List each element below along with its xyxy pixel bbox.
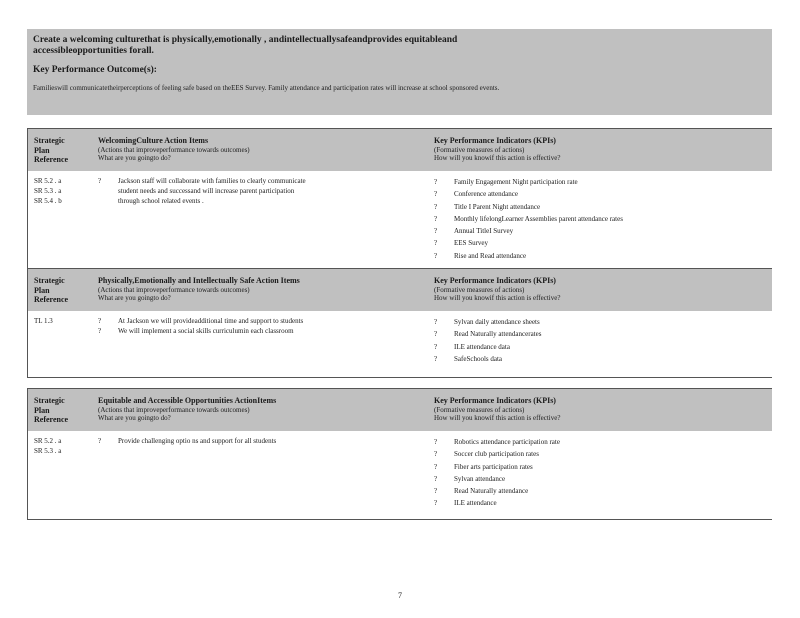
kpi-item [434,436,766,448]
bullet-marker: ? [434,214,438,223]
action-list [98,436,434,519]
action-question: What are you goingto do? [98,414,171,422]
kpi-question: How will you knowif this action is effective? [434,154,561,162]
kpi-item [434,201,766,213]
ref-item: SR 5.4 . b [34,197,62,205]
bullet-marker: ? [98,317,102,325]
kpi-text: ILE attendance data [454,342,510,351]
kpi-text: Sylvan daily attendance sheets [454,318,540,326]
action-subtitle: (Actions that improveperformance towards outcomes) [98,145,250,154]
action-title: Physically,Emotionally and Intellectually Safe Action Items [98,276,300,285]
kpi-heading [434,136,766,171]
goal-title [33,35,766,57]
kpi-item [434,188,766,200]
action-item [98,326,434,336]
ref-label-line: Plan [34,285,50,295]
kpi-subtitle: (Formative measures of actions) [434,285,525,294]
page-number: 7 [398,591,402,600]
kpi-item [434,328,766,340]
kpi-item [434,353,766,365]
section-equitable-opportunities [27,388,772,520]
kpi-heading [434,396,766,431]
action-title: WelcomingCulture Action Items [98,136,209,145]
bullet-marker: ? [434,178,438,186]
ref-label [34,136,98,171]
section-body [28,171,772,268]
goal-title-line-1: Create a welcoming culturethat is physically,emotionally , andintellectuallysafeandprovides equitableand [33,35,458,45]
kpi-list [434,176,766,268]
kpi-text: Sylvan attendance [454,474,506,483]
kpi-item [434,341,766,353]
kpi-question: How will you knowif this action is effective? [434,414,561,422]
section-header [28,268,772,311]
section-body [28,431,772,519]
action-heading [98,276,434,311]
kpi-subtitle: (Formative measures of actions) [434,405,525,414]
action-line: We will implement a social skills curriculumin each classroom [118,327,294,335]
action-heading [98,396,434,431]
action-line: At Jackson we will provideadditional time and support to students [118,317,304,325]
outcome-text: Familieswill communicatetheirperceptions of feeling safe based on theEES Survey. Family attendance and participation rates will increase at school sponsored events. [33,84,500,92]
kpi-text: Family Engagement Night participation rate [454,178,578,186]
kpi-item [434,485,766,497]
ref-label [34,396,98,431]
document-page [27,29,772,520]
kpi-item [434,461,766,473]
action-item [98,176,434,206]
kpi-item [434,250,766,262]
kpi-subtitle: (Formative measures of actions) [434,145,525,154]
kpi-item [434,237,766,249]
kpi-text: Rise and Read attendance [454,251,527,260]
kpi-title: Key Performance Indicators (KPIs) [434,276,556,285]
bullet-marker: ? [434,342,438,351]
bullet-marker: ? [434,227,438,236]
bullet-marker: ? [434,190,438,199]
ref-item: SR 5.3 . a [34,447,62,455]
kpi-text: Read Naturally attendancerates [454,330,542,339]
action-list [98,176,434,268]
bullet-marker: ? [434,462,438,471]
action-question: What are you goingto do? [98,294,171,302]
section-header [28,128,772,171]
kpi-text: Title I Parent Night attendance [454,202,541,211]
kpi-text: Annual TitleI Survey [454,227,514,236]
kpo-heading: Key Performance Outcome(s): [33,65,157,75]
kpi-title: Key Performance Indicators (KPIs) [434,396,556,405]
kpi-text: Monthly lifelongLearner Assemblies parent attendance rates [454,214,623,223]
goal-title-line-2: accessibleopportunities forall. [33,46,154,56]
ref-item: SR 5.2 . a [34,177,62,185]
bullet-marker: ? [434,318,438,326]
section-header [28,388,772,431]
bullet-marker: ? [98,327,102,335]
bullet-marker: ? [98,177,102,185]
section-body [28,311,772,377]
bullet-marker: ? [434,330,438,339]
section-welcoming-culture [27,128,772,378]
ref-label-line: Strategic [34,396,65,405]
kpi-item [434,225,766,237]
bullet-marker: ? [434,474,438,483]
action-title: Equitable and Accessible Opportunities ActionItems [98,396,277,405]
action-question: What are you goingto do? [98,154,171,162]
kpi-item [434,448,766,460]
kpi-item [434,316,766,328]
ref-label-line: Reference [34,415,69,424]
goal-block [27,29,772,115]
action-subtitle: (Actions that improveperformance towards outcomes) [98,285,250,294]
bullet-marker: ? [434,354,438,363]
action-subtitle: (Actions that improveperformance towards outcomes) [98,405,250,414]
ref-item: SR 5.2 . a [34,437,62,445]
ref-label-line: Plan [34,145,50,155]
ref-label-line: Strategic [34,136,65,145]
action-list [98,316,434,377]
kpi-text: ILE attendance [454,499,497,508]
kpi-heading [434,276,766,311]
bullet-marker: ? [434,239,438,248]
kpi-question: How will you knowif this action is effective? [434,294,561,302]
kpi-text: Robotics attendance participation rate [454,438,560,446]
kpi-item [434,176,766,188]
ref-label-line: Reference [34,155,69,164]
kpi-text: Read Naturally attendance [454,487,529,496]
kpi-text: Soccer club participation rates [454,450,539,459]
action-line: student needs and successand will increase parent participation [118,187,295,195]
kpi-text: SafeSchools data [454,354,503,363]
bullet-marker: ? [98,437,102,445]
kpi-list [434,316,766,377]
bullet-marker: ? [434,487,438,496]
ref-label-line: Reference [34,295,69,304]
ref-item: SR 5.3 . a [34,187,62,195]
kpi-item [434,497,766,509]
bullet-marker: ? [434,499,438,508]
kpi-item [434,473,766,485]
ref-label-line: Strategic [34,276,65,285]
ref-label-line: Plan [34,405,50,415]
action-item [98,316,434,326]
ref-list [34,436,98,519]
ref-list [34,176,98,268]
action-line: through school related events . [118,197,204,205]
kpi-text: Conference attendance [454,190,518,199]
bullet-marker: ? [434,202,438,211]
bullet-marker: ? [434,450,438,459]
kpi-text: EES Survey [454,239,489,248]
ref-item: TL 1.3 [34,317,53,325]
action-line: Provide challenging optio ns and support for all students [118,437,277,445]
ref-label [34,276,98,311]
kpi-list [434,436,766,519]
action-heading [98,136,434,171]
kpi-title: Key Performance Indicators (KPIs) [434,136,556,145]
action-line: Jackson staff will collaborate with families to clearly communicate [118,177,306,185]
kpi-item [434,213,766,225]
kpi-text: Fiber arts participation rates [454,462,533,471]
action-item [98,436,434,446]
bullet-marker: ? [434,438,438,446]
bullet-marker: ? [434,251,438,260]
ref-list [34,316,98,377]
